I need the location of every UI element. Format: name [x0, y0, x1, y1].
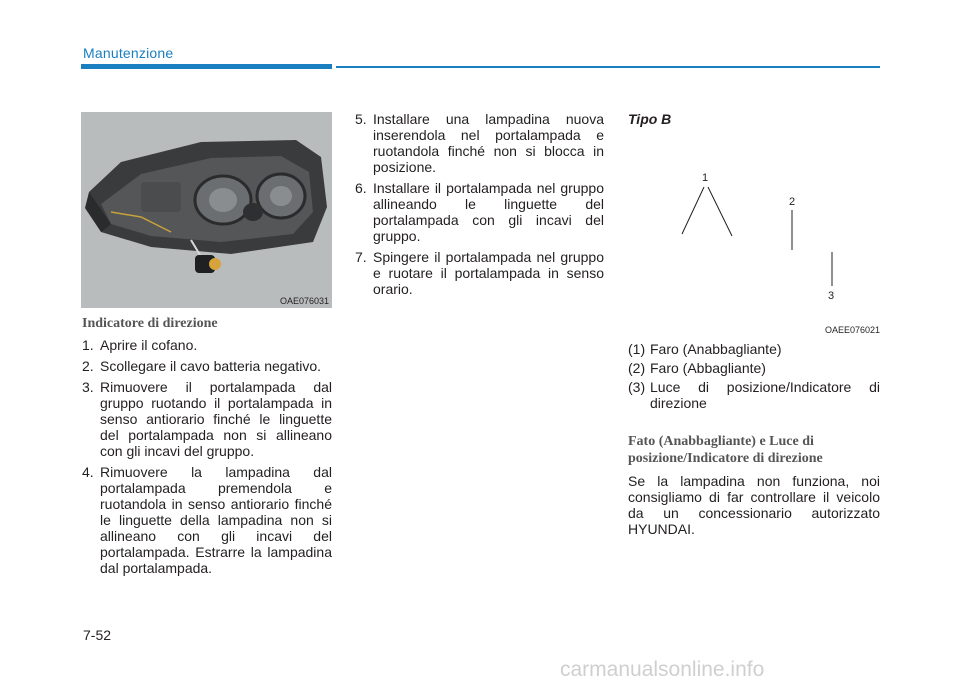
- callout-3: 3: [828, 290, 835, 302]
- callout-2: 2: [789, 196, 796, 208]
- headlamp-photo: [81, 112, 332, 308]
- callout-1: 1: [702, 172, 709, 184]
- heading-turn-signal: Indicatore di direzione: [82, 316, 218, 331]
- legend-item: [628, 379, 880, 411]
- legend-text: Faro (Abbagliante): [650, 360, 766, 376]
- legend-number: (1): [628, 341, 646, 357]
- list-item: [82, 358, 332, 374]
- list-item: [82, 337, 332, 353]
- legend-number: (3): [628, 379, 646, 395]
- step-number: 3.: [82, 379, 94, 395]
- step-number: 6.: [355, 180, 367, 196]
- callout-lines: [628, 160, 880, 335]
- step-text: Installare il portalampada nel gruppo allineando le linguette del portalampada con gli incavi del gruppo.: [373, 180, 604, 244]
- section-title: Manutenzione: [83, 45, 174, 61]
- step-text: Rimuovere il portalampada dal gruppo ruotando il portalampada in senso antiorario finché le linguette del portalampada non si allineano con gli incavi del gruppo.: [100, 379, 332, 459]
- legend-number: (2): [628, 360, 646, 376]
- column-2: [355, 111, 604, 302]
- step-text: Scollegare il cavo batteria negativo.: [100, 358, 322, 374]
- step-number: 7.: [355, 249, 367, 265]
- step-number: 5.: [355, 111, 367, 127]
- step-number: 4.: [82, 464, 94, 480]
- list-item: [355, 111, 604, 175]
- column-1: [82, 315, 332, 581]
- legend-item: [628, 341, 880, 357]
- list-item: [82, 464, 332, 576]
- type-b-heading: Tipo B: [628, 111, 672, 127]
- step-text: Rimuovere la lampadina dal portalampada premendola e ruotandola in senso antiorario finché le linguette della lampadina non si allineano con gli incavi del portalampada. Estrarre la lampadina dal portalampada.: [100, 464, 332, 576]
- legend-item: [628, 360, 880, 376]
- column-3: [628, 341, 880, 537]
- figure-code: OAE076031: [279, 296, 329, 306]
- header-rule-thick: [81, 64, 332, 69]
- legend-text: Faro (Anabbagliante): [650, 341, 782, 357]
- list-item: [82, 379, 332, 459]
- heading-low-beam-position: Fato (Anabbagliante) e Luce di posizione/Indicatore di direzione: [628, 434, 823, 466]
- page-number: 7-52: [83, 627, 112, 643]
- list-item: [355, 249, 604, 297]
- legend-text: Luce di posizione/Indicatore di direzione: [650, 379, 880, 411]
- step-number: 2.: [82, 358, 94, 374]
- figure-code: OAEE076021: [824, 325, 880, 335]
- bulb-location-diagram: [628, 160, 880, 335]
- body-paragraph: Se la lampadina non funziona, noi consigliamo di far controllare il veicolo da un concessionario autorizzato HYUNDAI.: [628, 473, 880, 537]
- watermark: carmanualsonline.info: [560, 658, 765, 681]
- list-item: [355, 180, 604, 244]
- step-text: Aprire il cofano.: [100, 337, 198, 353]
- headlamp-illustration: [81, 112, 332, 308]
- header-rule-thin: [336, 66, 880, 68]
- step-text: Spingere il portalampada nel gruppo e ruotare il portalampada in senso orario.: [373, 249, 604, 297]
- step-text: Installare una lampadina nuova inserendola nel portalampada e ruotandola finché non si blocca in posizione.: [373, 111, 604, 175]
- step-number: 1.: [82, 337, 94, 353]
